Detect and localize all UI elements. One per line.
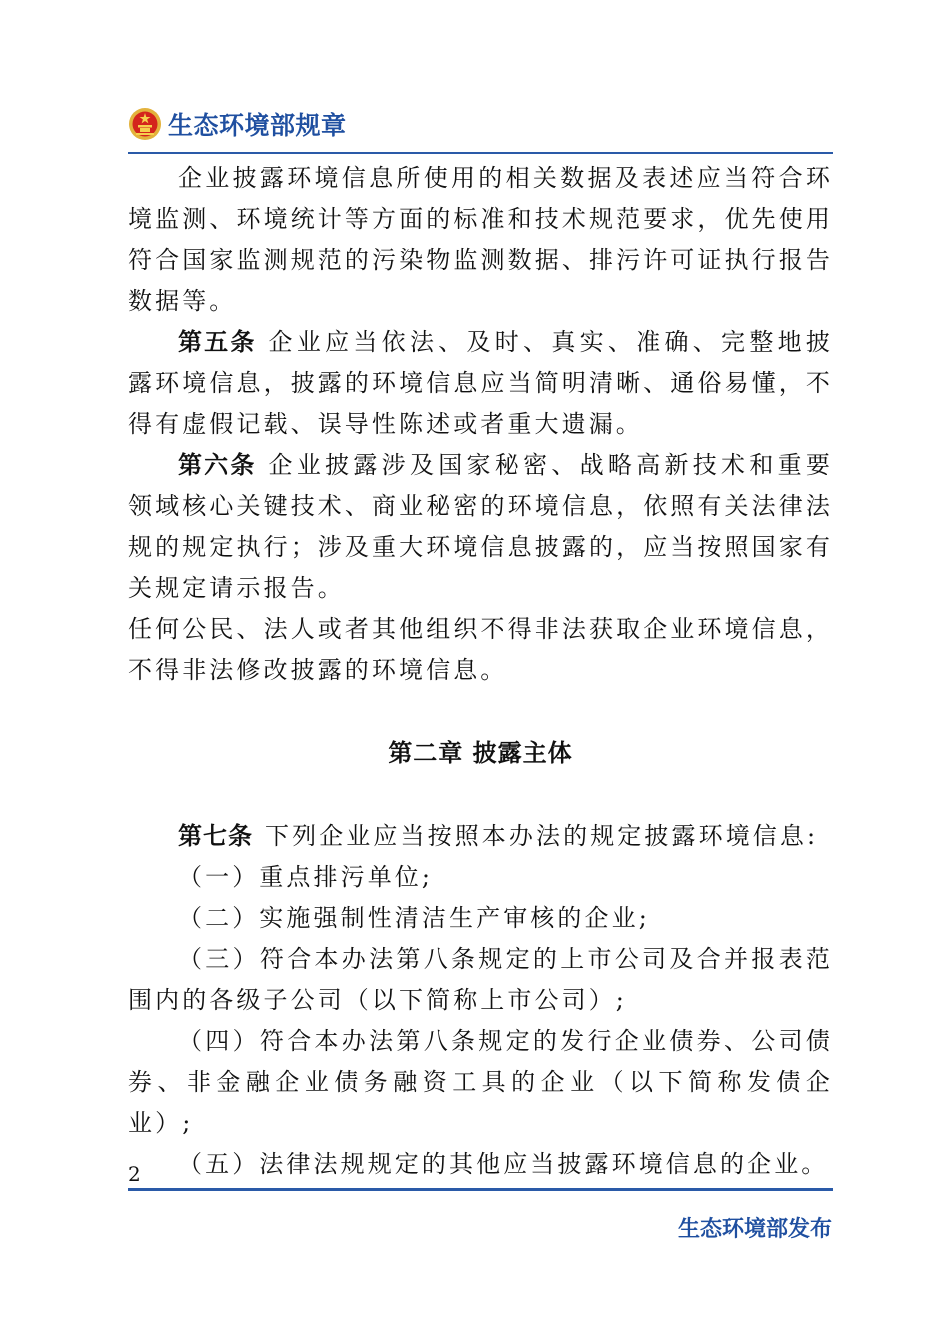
footer-rule <box>128 1188 833 1191</box>
document-body <box>128 158 833 1185</box>
article-label: 第七条 <box>178 822 253 850</box>
article-label: 第五条 <box>178 328 257 356</box>
list-item: （二）实施强制性清洁生产审核的企业; <box>178 904 650 932</box>
article-text: 企业披露涉及国家秘密、战略高新技术和重要领域核心关键技术、商业秘密的环境信息，依照有关法律法规的规定执行；涉及重大环境信息披露的，应当按照国家有关规定请示报告。 <box>128 451 833 602</box>
header-rule <box>128 152 833 154</box>
list-item: （一）重点排污单位; <box>178 863 434 891</box>
article-text: 下列企业应当按照本办法的规定披露环境信息: <box>265 822 819 850</box>
national-emblem-icon <box>128 107 162 141</box>
article-label: 第六条 <box>178 451 257 479</box>
chapter-heading: 第二章 披露主体 <box>388 739 573 767</box>
list-item: （五）法律法规规定的其他应当披露环境信息的企业。 <box>178 1150 829 1178</box>
footer-publisher: 生态环境部发布 <box>677 1217 832 1242</box>
page-number: 2 <box>128 1162 141 1186</box>
list-item: （三）符合本办法第八条规定的上市公司及合并报表范围内的各级子公司（以下简称上市公司）; <box>128 945 833 1014</box>
paragraph: 企业披露环境信息所使用的相关数据及表述应当符合环境监测、环境统计等方面的标准和技术规范要求，优先使用符合国家监测规范的污染物监测数据、排污许可证执行报告数据等。 <box>128 164 833 315</box>
article-7 <box>128 816 833 857</box>
header-title: 生态环境部规章 <box>168 111 347 140</box>
paragraph: 任何公民、法人或者其他组织不得非法获取企业环境信息，不得非法修改披露的环境信息。 <box>128 615 833 684</box>
article-5 <box>128 322 833 445</box>
article-text: 企业应当依法、及时、真实、准确、完整地披露环境信息，披露的环境信息应当简明清晰、通俗易懂，不得有虚假记载、误导性陈述或者重大遗漏。 <box>128 328 833 438</box>
page-header <box>128 100 347 148</box>
list-item: （四）符合本办法第八条规定的发行企业债券、公司债券、非金融企业债务融资工具的企业（以下简称发债企业）; <box>128 1027 833 1137</box>
article-6 <box>128 445 833 609</box>
